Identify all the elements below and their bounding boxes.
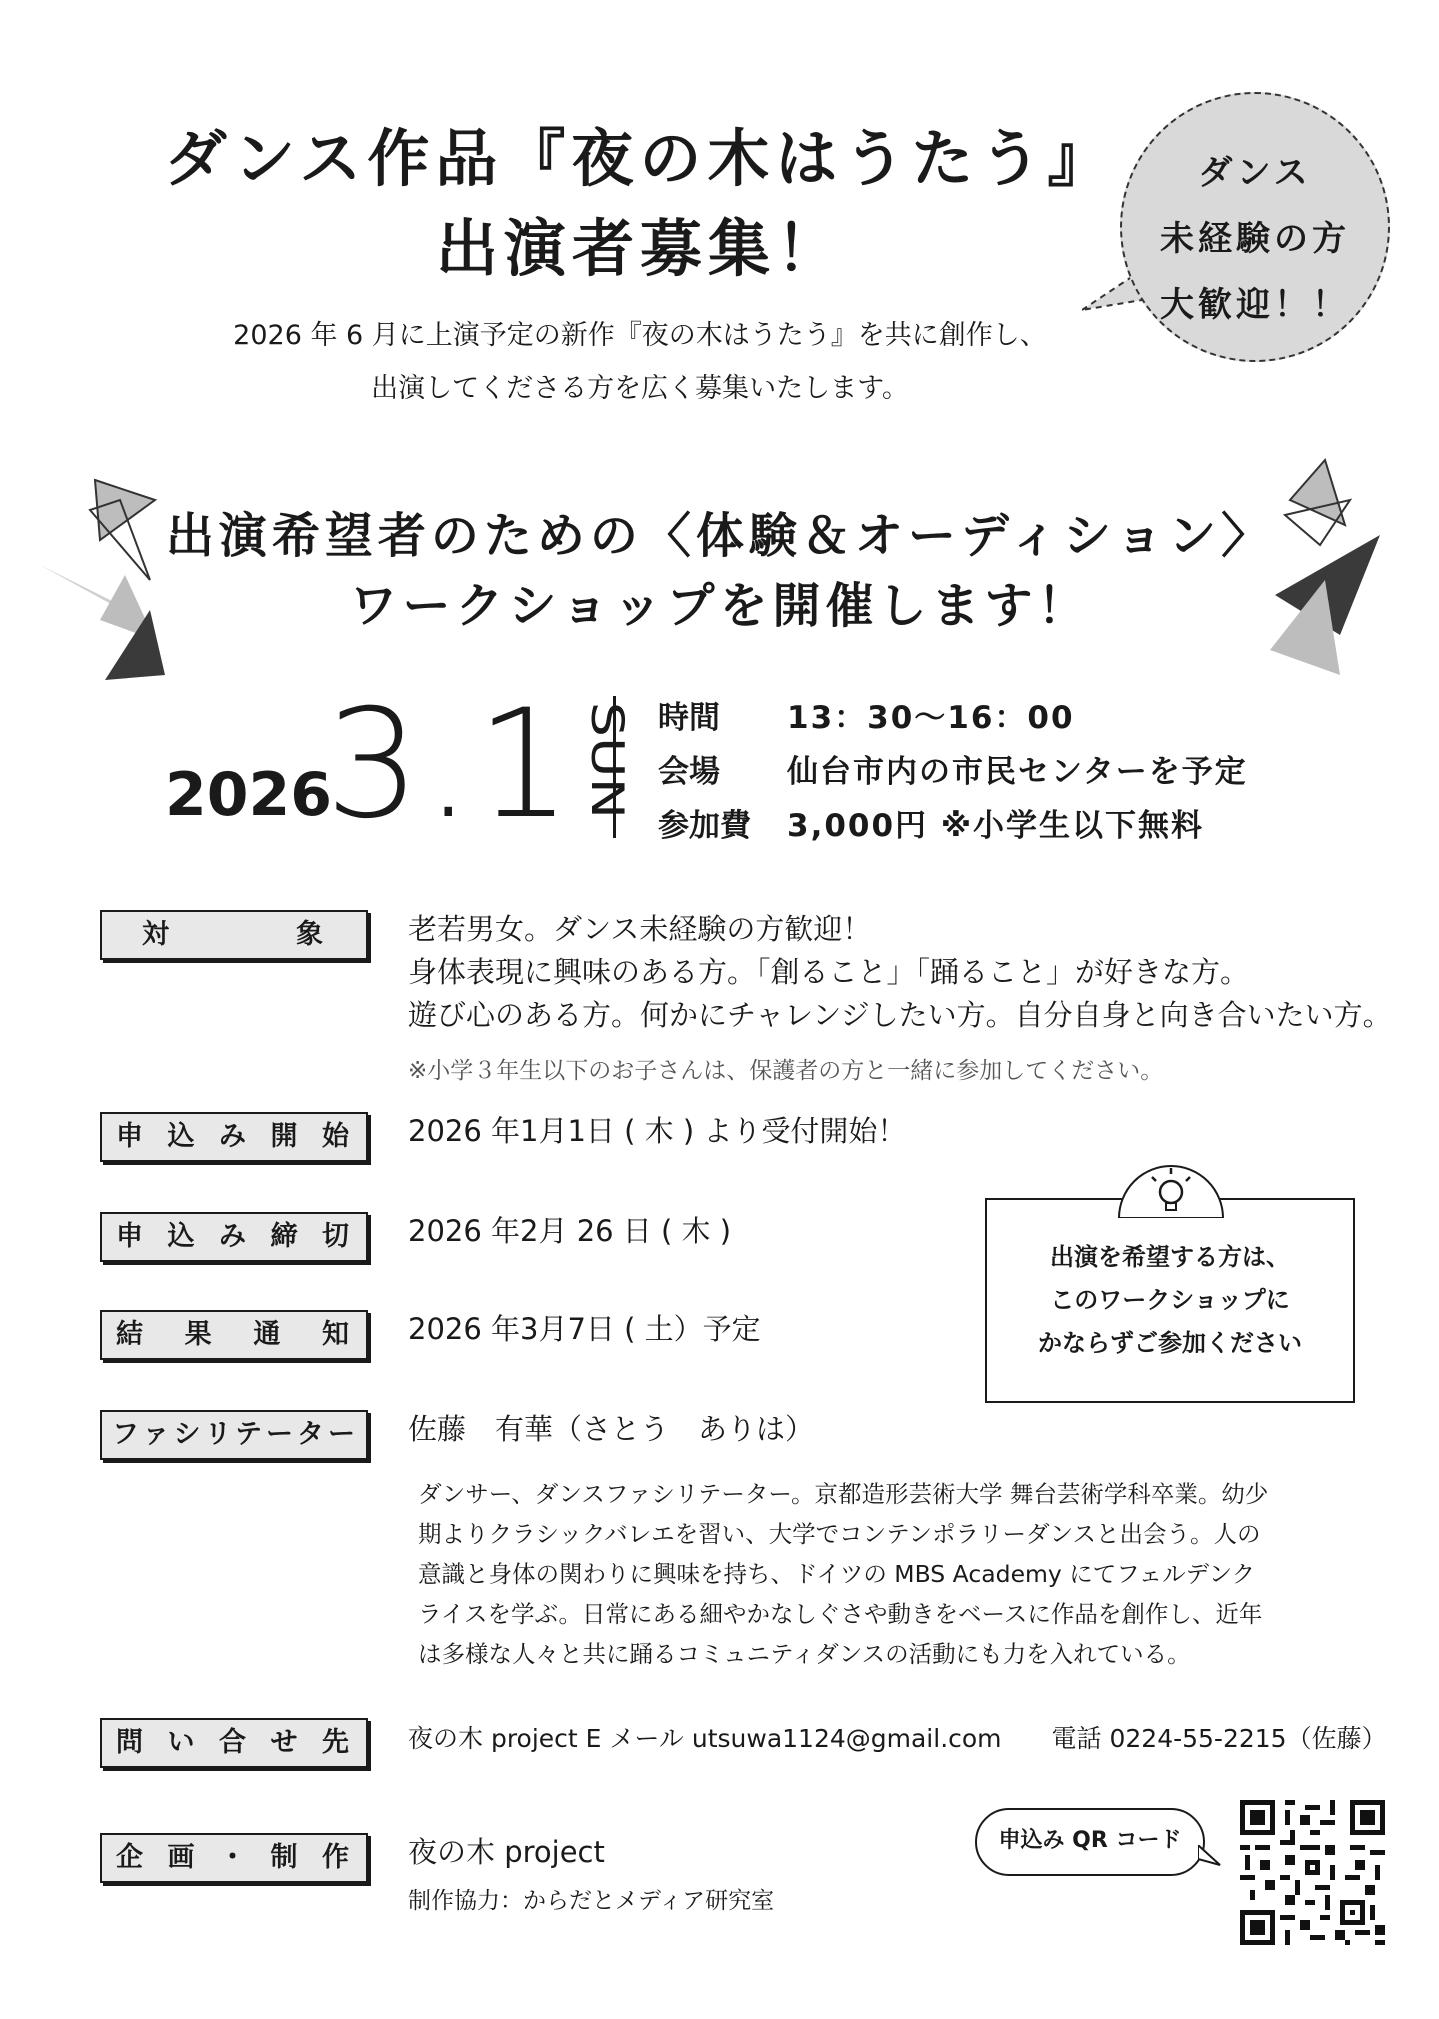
contact-label: 問い合せ先: [100, 1718, 368, 1768]
intro-line1: 2026 年 6 月に上演予定の新作『夜の木はうたう』を共に創作し、: [233, 320, 1047, 351]
target-label: 対象: [100, 910, 368, 960]
venue-label: 会場: [658, 754, 720, 790]
target-note: ※小学３年生以下のお子さんは、保護者の方と一緒に参加してください。: [408, 1058, 1164, 1084]
event-year: 2026: [165, 760, 332, 830]
decorative-triangles-right: [1265, 455, 1405, 685]
notice-line3: かならずご参加ください: [1038, 1329, 1302, 1357]
time-value: 13：30〜16：00: [787, 700, 1075, 736]
workshop-heading-line1: 出演希望者のための〈体験＆オーディション〉: [165, 508, 1275, 564]
fee-value: 3,000円 ※小学生以下無料: [787, 808, 1204, 844]
apply-start-value: 2026 年1月1日 ( 木 ) より受付開始！: [408, 1114, 907, 1148]
apply-start-label: 申込み開始: [100, 1112, 368, 1162]
notice-line2: このワークショップに: [1050, 1286, 1290, 1314]
apply-end-label: 申込み締切: [100, 1212, 368, 1262]
qr-label-tail: [1198, 1845, 1222, 1867]
event-date: 3.1: [325, 678, 576, 852]
bio-line3: 意識と身体の関わりに興味を持ち、ドイツの MBS Academy にてフェルデンク: [418, 1560, 1256, 1588]
bio-line2: 期よりクラシックバレエを習い、大学でコンテンポラリーダンスと出会う。人の: [418, 1520, 1261, 1548]
result-label: 結果通知: [100, 1310, 368, 1360]
lightbulb-icon: [1115, 1148, 1227, 1218]
page-title-line1: ダンス作品『夜の木はうたう』: [164, 122, 1116, 195]
cooperation-credit: 制作協力：からだとメディア研究室: [408, 1888, 775, 1914]
intro-line2: 出演してくださる方を広く募集いたします。: [371, 373, 909, 404]
production-label: 企画・制作: [100, 1833, 368, 1883]
event-weekday-text: SUN: [581, 701, 632, 796]
qr-code-image[interactable]: [1240, 1800, 1385, 1945]
result-value: 2026 年3月7日 ( 土）予定: [408, 1312, 761, 1346]
page-title-line2: 出演者募集！: [435, 212, 844, 285]
target-line2: 身体表現に興味のある方。「創ること」「踊ること」が好きな方。: [408, 955, 1250, 989]
notice-line1: 出演を希望する方は、: [1050, 1243, 1290, 1271]
bubble-line2: 未経験の方: [1160, 219, 1350, 259]
decorative-triangles-left: [40, 470, 180, 690]
venue-value: 仙台市内の市民センターを予定: [787, 754, 1248, 790]
event-weekday: [548, 700, 668, 820]
notice-text: [985, 1236, 1355, 1365]
bubble-line3: 大歓迎！！: [1160, 285, 1350, 325]
facilitator-label: ファシリテーター: [100, 1410, 368, 1460]
target-line3: 遊び心のある方。何かにチャレンジしたい方。自分自身と向き合いたい方。: [408, 998, 1392, 1032]
bio-line5: は多様な人々と共に踊るコミュニティダンスの活動にも力を入れている。: [418, 1640, 1191, 1668]
time-label: 時間: [658, 700, 720, 736]
production-value: 夜の木 project: [408, 1835, 605, 1869]
bio-line1: ダンサー、ダンスファシリテーター。京都造形芸術大学 舞台芸術学科卒業。幼少: [418, 1480, 1269, 1508]
fee-label: 参加費: [658, 808, 751, 844]
bubble-line1: ダンス: [1198, 153, 1312, 193]
welcome-bubble-text: [1120, 140, 1390, 338]
facilitator-name: 佐藤 有華（さとう ありは）: [408, 1412, 815, 1446]
facilitator-bio: [418, 1474, 1368, 1674]
bio-line4: ライスを学ぶ。日常にある細やかなしぐさや動きをベースに作品を創作し、近年: [418, 1600, 1263, 1628]
workshop-heading-line2: ワークショップを開催します！: [349, 578, 1091, 634]
date-divider: [613, 696, 616, 838]
contact-value: 夜の木 project E メール utsuwa1124@gmail.com 電話 0224-55-2215（佐藤）: [408, 1724, 1387, 1753]
qr-label: 申込み QR コード: [975, 1808, 1205, 1876]
apply-end-value: 2026 年2月 26 日 ( 木 ): [408, 1214, 732, 1248]
target-line1: 老若男女。ダンス未経験の方歓迎！: [408, 912, 872, 946]
